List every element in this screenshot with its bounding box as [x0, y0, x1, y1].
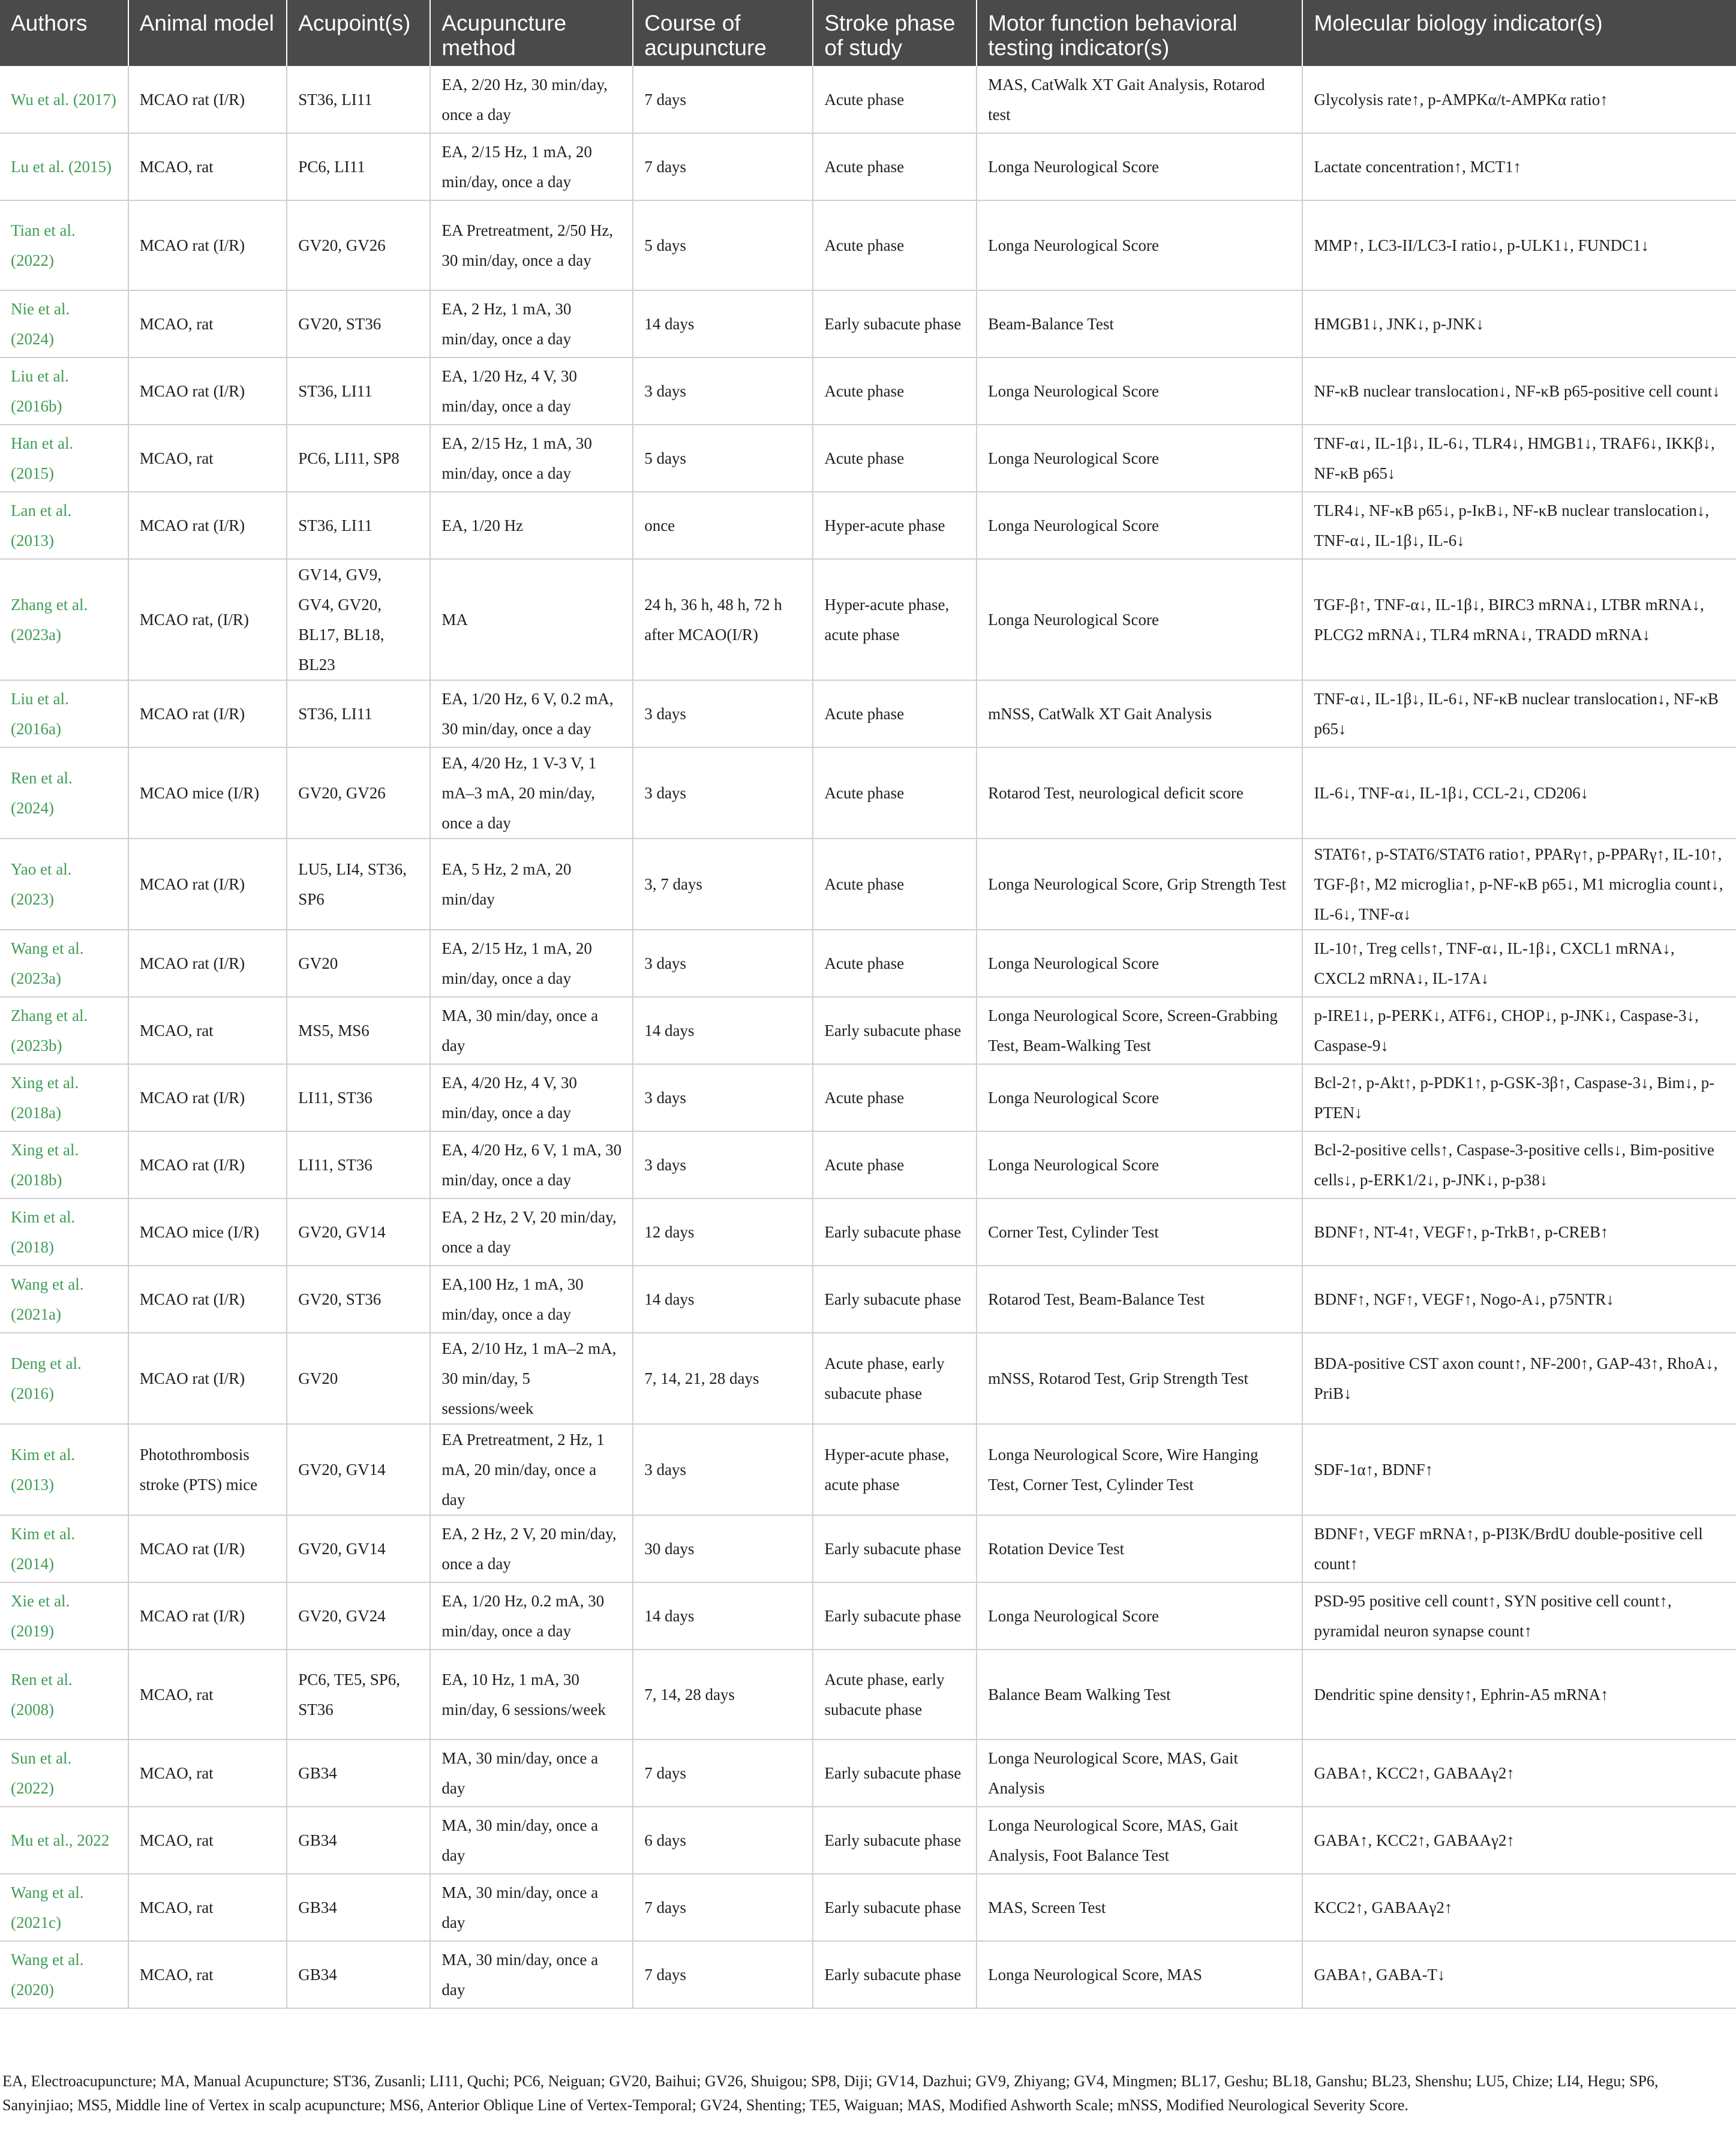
cell-author[interactable]: Xie et al. (2019) — [0, 1582, 128, 1650]
cell-course: 30 days — [633, 1515, 813, 1582]
cell-molecular-indicator: STAT6↑, p-STAT6/STAT6 ratio↑, PPARγ↑, p-PPARγ↑, IL-10↑, TGF-β↑, M2 microglia↑, p-NF-κB p65↓, M1 microglia count↓, IL-6↓, TNF-α↓ — [1302, 839, 1736, 930]
cell-acupoints: GB34 — [287, 1807, 430, 1874]
cell-author[interactable]: Liu et al. (2016b) — [0, 357, 128, 425]
cell-method: MA, 30 min/day, once a day — [430, 997, 633, 1064]
cell-acupoints: GV20, ST36 — [287, 290, 430, 357]
table-row — [0, 1131, 1736, 1198]
table-row — [0, 997, 1736, 1064]
cell-acupoints: LU5, LI4, ST36, SP6 — [287, 839, 430, 930]
header-authors: Authors — [0, 0, 128, 66]
cell-motor-indicator: mNSS, CatWalk XT Gait Analysis — [977, 680, 1302, 747]
cell-method: EA, 5 Hz, 2 mA, 20 min/day — [430, 839, 633, 930]
cell-molecular-indicator: Bcl-2↑, p-Akt↑, p-PDK1↑, p-GSK-3β↑, Caspase-3↓, Bim↓, p-PTEN↓ — [1302, 1064, 1736, 1131]
cell-acupoints: PC6, LI11, SP8 — [287, 425, 430, 492]
table-row — [0, 425, 1736, 492]
cell-motor-indicator: Longa Neurological Score, Grip Strength Test — [977, 839, 1302, 930]
header-course: Course of acupuncture — [633, 0, 813, 66]
cell-animal-model: MCAO rat (I/R) — [128, 839, 287, 930]
cell-molecular-indicator: BDNF↑, NT-4↑, VEGF↑, p-TrkB↑, p-CREB↑ — [1302, 1198, 1736, 1266]
cell-course: 14 days — [633, 290, 813, 357]
cell-method: EA, 4/20 Hz, 1 V-3 V, 1 mA–3 mA, 20 min/day, once a day — [430, 747, 633, 839]
cell-molecular-indicator: BDNF↑, NGF↑, VEGF↑, Nogo-A↓, p75NTR↓ — [1302, 1266, 1736, 1333]
table-row — [0, 747, 1736, 839]
cell-acupoints: PC6, TE5, SP6, ST36 — [287, 1650, 430, 1740]
cell-motor-indicator: Longa Neurological Score, Wire Hanging Test, Corner Test, Cylinder Test — [977, 1424, 1302, 1515]
cell-animal-model: MCAO, rat — [128, 1941, 287, 2008]
cell-author[interactable]: Wang et al. (2020) — [0, 1941, 128, 2008]
cell-animal-model: MCAO rat (I/R) — [128, 1131, 287, 1198]
cell-author[interactable]: Liu et al. (2016a) — [0, 680, 128, 747]
cell-phase: Early subacute phase — [813, 1582, 977, 1650]
cell-molecular-indicator: TNF-α↓, IL-1β↓, IL-6↓, NF-κB nuclear translocation↓, NF-κB p65↓ — [1302, 680, 1736, 747]
cell-animal-model: MCAO rat (I/R) — [128, 1515, 287, 1582]
header-molecular: Molecular biology indicator(s) — [1302, 0, 1736, 66]
cell-motor-indicator: Corner Test, Cylinder Test — [977, 1198, 1302, 1266]
cell-motor-indicator: Beam-Balance Test — [977, 290, 1302, 357]
cell-acupoints: LI11, ST36 — [287, 1131, 430, 1198]
cell-animal-model: MCAO rat, (I/R) — [128, 559, 287, 680]
table-row — [0, 357, 1736, 425]
cell-phase: Hyper-acute phase — [813, 492, 977, 559]
table-row — [0, 200, 1736, 290]
cell-molecular-indicator: SDF-1α↑, BDNF↑ — [1302, 1424, 1736, 1515]
cell-acupoints: PC6, LI11 — [287, 133, 430, 200]
cell-method: EA,100 Hz, 1 mA, 30 min/day, once a day — [430, 1266, 633, 1333]
cell-molecular-indicator: Dendritic spine density↑, Ephrin-A5 mRNA↑ — [1302, 1650, 1736, 1740]
cell-animal-model: MCAO, rat — [128, 1807, 287, 1874]
cell-phase: Acute phase, early subacute phase — [813, 1650, 977, 1740]
cell-phase: Acute phase — [813, 930, 977, 997]
table-row — [0, 1424, 1736, 1515]
cell-phase: Early subacute phase — [813, 1941, 977, 2008]
cell-author[interactable]: Zhang et al. (2023b) — [0, 997, 128, 1064]
cell-author[interactable]: Lu et al. (2015) — [0, 133, 128, 200]
cell-author[interactable]: Yao et al. (2023) — [0, 839, 128, 930]
cell-course: 3 days — [633, 357, 813, 425]
cell-acupoints: ST36, LI11 — [287, 492, 430, 559]
header-row — [0, 0, 1736, 66]
cell-motor-indicator: Rotarod Test, neurological deficit score — [977, 747, 1302, 839]
table-row — [0, 1266, 1736, 1333]
table-row — [0, 1333, 1736, 1424]
cell-motor-indicator: Longa Neurological Score, MAS, Gait Analysis, Foot Balance Test — [977, 1807, 1302, 1874]
cell-motor-indicator: Longa Neurological Score — [977, 425, 1302, 492]
cell-method: MA, 30 min/day, once a day — [430, 1740, 633, 1807]
cell-molecular-indicator: Glycolysis rate↑, p-AMPKα/t-AMPKα ratio↑ — [1302, 66, 1736, 133]
cell-motor-indicator: Longa Neurological Score — [977, 200, 1302, 290]
cell-animal-model: MCAO rat (I/R) — [128, 680, 287, 747]
cell-molecular-indicator: GABA↑, GABA-T↓ — [1302, 1941, 1736, 2008]
cell-course: 6 days — [633, 1807, 813, 1874]
table-body — [0, 66, 1736, 2008]
cell-course: 14 days — [633, 1266, 813, 1333]
cell-author[interactable]: Nie et al. (2024) — [0, 290, 128, 357]
cell-molecular-indicator: Bcl-2-positive cells↑, Caspase-3-positive cells↓, Bim-positive cells↓, p-ERK1/2↓, p-JNK↓, p-p38↓ — [1302, 1131, 1736, 1198]
cell-method: EA, 1/20 Hz, 4 V, 30 min/day, once a day — [430, 357, 633, 425]
cell-course: 7 days — [633, 1740, 813, 1807]
cell-course: 3, 7 days — [633, 839, 813, 930]
cell-animal-model: MCAO, rat — [128, 290, 287, 357]
cell-acupoints: GB34 — [287, 1941, 430, 2008]
cell-course: 14 days — [633, 1582, 813, 1650]
cell-acupoints: ST36, LI11 — [287, 680, 430, 747]
table-row — [0, 290, 1736, 357]
cell-course: 7, 14, 28 days — [633, 1650, 813, 1740]
cell-phase: Early subacute phase — [813, 1198, 977, 1266]
cell-course: 3 days — [633, 1064, 813, 1131]
cell-molecular-indicator: p-IRE1↓, p-PERK↓, ATF6↓, CHOP↓, p-JNK↓, Caspase-3↓, Caspase-9↓ — [1302, 997, 1736, 1064]
cell-method: EA, 4/20 Hz, 4 V, 30 min/day, once a day — [430, 1064, 633, 1131]
cell-course: 3 days — [633, 1131, 813, 1198]
table-row — [0, 133, 1736, 200]
cell-phase: Early subacute phase — [813, 1740, 977, 1807]
cell-author[interactable]: Wang et al. (2023a) — [0, 930, 128, 997]
cell-author[interactable]: Kim et al. (2013) — [0, 1424, 128, 1515]
cell-author[interactable]: Kim et al. (2014) — [0, 1515, 128, 1582]
cell-method: EA, 2/15 Hz, 1 mA, 20 min/day, once a day — [430, 133, 633, 200]
cell-acupoints: GV20 — [287, 930, 430, 997]
cell-method: EA, 1/20 Hz, 6 V, 0.2 mA, 30 min/day, once a day — [430, 680, 633, 747]
cell-motor-indicator: Longa Neurological Score — [977, 559, 1302, 680]
cell-acupoints: GV20, GV26 — [287, 200, 430, 290]
cell-course: 14 days — [633, 997, 813, 1064]
cell-course: 7, 14, 21, 28 days — [633, 1333, 813, 1424]
cell-course: 3 days — [633, 1424, 813, 1515]
cell-phase: Early subacute phase — [813, 1874, 977, 1941]
cell-method: EA, 1/20 Hz — [430, 492, 633, 559]
cell-method: EA, 2/15 Hz, 1 mA, 30 min/day, once a day — [430, 425, 633, 492]
cell-method: EA, 1/20 Hz, 0.2 mA, 30 min/day, once a day — [430, 1582, 633, 1650]
cell-motor-indicator: Longa Neurological Score, Screen-Grabbing Test, Beam-Walking Test — [977, 997, 1302, 1064]
cell-phase: Acute phase — [813, 747, 977, 839]
cell-animal-model: MCAO mice (I/R) — [128, 1198, 287, 1266]
table-row — [0, 680, 1736, 747]
cell-molecular-indicator: TGF-β↑, TNF-α↓, IL-1β↓, BIRC3 mRNA↓, LTBR mRNA↓, PLCG2 mRNA↓, TLR4 mRNA↓, TRADD mRNA↓ — [1302, 559, 1736, 680]
table-row — [0, 1515, 1736, 1582]
cell-molecular-indicator: MMP↑, LC3-II/LC3-I ratio↓, p-ULK1↓, FUNDC1↓ — [1302, 200, 1736, 290]
cell-course: 7 days — [633, 133, 813, 200]
cell-method: EA, 2 Hz, 1 mA, 30 min/day, once a day — [430, 290, 633, 357]
cell-phase: Acute phase — [813, 680, 977, 747]
cell-phase: Early subacute phase — [813, 997, 977, 1064]
cell-motor-indicator: Rotarod Test, Beam-Balance Test — [977, 1266, 1302, 1333]
cell-course: 5 days — [633, 200, 813, 290]
cell-animal-model: MCAO rat (I/R) — [128, 492, 287, 559]
cell-author[interactable]: Deng et al. (2016) — [0, 1333, 128, 1424]
cell-author[interactable]: Xing et al. (2018b) — [0, 1131, 128, 1198]
cell-phase: Acute phase — [813, 425, 977, 492]
header-animal-model: Animal model — [128, 0, 287, 66]
cell-phase: Acute phase — [813, 66, 977, 133]
cell-animal-model: MCAO mice (I/R) — [128, 747, 287, 839]
cell-acupoints: GV20, ST36 — [287, 1266, 430, 1333]
cell-phase: Early subacute phase — [813, 1515, 977, 1582]
cell-acupoints: ST36, LI11 — [287, 357, 430, 425]
cell-method: EA, 2 Hz, 2 V, 20 min/day, once a day — [430, 1198, 633, 1266]
cell-author[interactable]: Wang et al. (2021a) — [0, 1266, 128, 1333]
cell-method: MA, 30 min/day, once a day — [430, 1941, 633, 2008]
cell-acupoints: GV20, GV24 — [287, 1582, 430, 1650]
cell-course: 7 days — [633, 1941, 813, 2008]
cell-method: EA Pretreatment, 2 Hz, 1 mA, 20 min/day, once a day — [430, 1424, 633, 1515]
cell-animal-model: MCAO, rat — [128, 133, 287, 200]
cell-motor-indicator: Longa Neurological Score — [977, 492, 1302, 559]
cell-motor-indicator: Rotation Device Test — [977, 1515, 1302, 1582]
cell-course: 7 days — [633, 66, 813, 133]
cell-motor-indicator: Longa Neurological Score — [977, 930, 1302, 997]
cell-phase: Early subacute phase — [813, 1266, 977, 1333]
cell-method: EA, 4/20 Hz, 6 V, 1 mA, 30 min/day, once a day — [430, 1131, 633, 1198]
cell-author[interactable]: Tian et al. (2022) — [0, 200, 128, 290]
cell-method: EA, 10 Hz, 1 mA, 30 min/day, 6 sessions/week — [430, 1650, 633, 1740]
cell-author[interactable]: Wu et al. (2017) — [0, 66, 128, 133]
cell-method: EA, 2/15 Hz, 1 mA, 20 min/day, once a day — [430, 930, 633, 997]
header-stroke-phase: Stroke phase of study — [813, 0, 977, 66]
cell-motor-indicator: Longa Neurological Score, MAS — [977, 1941, 1302, 2008]
table-row — [0, 66, 1736, 133]
cell-animal-model: MCAO rat (I/R) — [128, 200, 287, 290]
header-acupoints: Acupoint(s) — [287, 0, 430, 66]
cell-method: EA Pretreatment, 2/50 Hz, 30 min/day, once a day — [430, 200, 633, 290]
table-row — [0, 839, 1736, 930]
cell-molecular-indicator: GABA↑, KCC2↑, GABAAγ2↑ — [1302, 1807, 1736, 1874]
cell-animal-model: MCAO, rat — [128, 1740, 287, 1807]
table-row — [0, 559, 1736, 680]
cell-method: EA, 2 Hz, 2 V, 20 min/day, once a day — [430, 1515, 633, 1582]
cell-animal-model: MCAO rat (I/R) — [128, 1582, 287, 1650]
cell-motor-indicator: Longa Neurological Score — [977, 1131, 1302, 1198]
cell-molecular-indicator: Lactate concentration↑, MCT1↑ — [1302, 133, 1736, 200]
cell-motor-indicator: Longa Neurological Score — [977, 1064, 1302, 1131]
cell-molecular-indicator: BDNF↑, VEGF mRNA↑, p-PI3K/BrdU double-positive cell count↑ — [1302, 1515, 1736, 1582]
cell-molecular-indicator: GABA↑, KCC2↑, GABAAγ2↑ — [1302, 1740, 1736, 1807]
cell-phase: Acute phase — [813, 200, 977, 290]
cell-acupoints: GV14, GV9, GV4, GV20, BL17, BL18, BL23 — [287, 559, 430, 680]
cell-animal-model: MCAO rat (I/R) — [128, 357, 287, 425]
cell-animal-model: Photothrombosis stroke (PTS) mice — [128, 1424, 287, 1515]
cell-motor-indicator: Longa Neurological Score — [977, 133, 1302, 200]
table-row — [0, 1650, 1736, 1740]
cell-method: MA, 30 min/day, once a day — [430, 1874, 633, 1941]
table-row — [0, 1740, 1736, 1807]
cell-animal-model: MCAO rat (I/R) — [128, 1333, 287, 1424]
cell-phase: Acute phase — [813, 133, 977, 200]
cell-course: 3 days — [633, 680, 813, 747]
table-row — [0, 492, 1736, 559]
cell-method: MA — [430, 559, 633, 680]
cell-acupoints: LI11, ST36 — [287, 1064, 430, 1131]
cell-acupoints: GV20, GV14 — [287, 1198, 430, 1266]
cell-method: EA, 2/10 Hz, 1 mA–2 mA, 30 min/day, 5 sessions/week — [430, 1333, 633, 1424]
cell-molecular-indicator: HMGB1↓, JNK↓, p-JNK↓ — [1302, 290, 1736, 357]
cell-acupoints: GV20, GV26 — [287, 747, 430, 839]
cell-author[interactable]: Wang et al. (2021c) — [0, 1874, 128, 1941]
cell-author[interactable]: Ren et al. (2024) — [0, 747, 128, 839]
table-row — [0, 1064, 1736, 1131]
cell-phase: Acute phase — [813, 1064, 977, 1131]
cell-molecular-indicator: PSD-95 positive cell count↑, SYN positive cell count↑, pyramidal neuron synapse count↑ — [1302, 1582, 1736, 1650]
cell-acupoints: MS5, MS6 — [287, 997, 430, 1064]
cell-phase: Acute phase — [813, 839, 977, 930]
cell-course: 3 days — [633, 747, 813, 839]
cell-phase: Early subacute phase — [813, 290, 977, 357]
cell-acupoints: ST36, LI11 — [287, 66, 430, 133]
cell-acupoints: GV20, GV14 — [287, 1515, 430, 1582]
cell-motor-indicator: MAS, CatWalk XT Gait Analysis, Rotarod test — [977, 66, 1302, 133]
cell-course: 12 days — [633, 1198, 813, 1266]
cell-method: EA, 2/20 Hz, 30 min/day, once a day — [430, 66, 633, 133]
cell-author[interactable]: Han et al. (2015) — [0, 425, 128, 492]
cell-motor-indicator: MAS, Screen Test — [977, 1874, 1302, 1941]
cell-author[interactable]: Xing et al. (2018a) — [0, 1064, 128, 1131]
cell-molecular-indicator: IL-6↓, TNF-α↓, IL-1β↓, CCL-2↓, CD206↓ — [1302, 747, 1736, 839]
cell-course: once — [633, 492, 813, 559]
cell-molecular-indicator: KCC2↑, GABAAγ2↑ — [1302, 1874, 1736, 1941]
cell-animal-model: MCAO, rat — [128, 425, 287, 492]
cell-author[interactable]: Ren et al. (2008) — [0, 1650, 128, 1740]
cell-phase: Hyper-acute phase, acute phase — [813, 1424, 977, 1515]
table-row — [0, 1807, 1736, 1874]
cell-acupoints: GB34 — [287, 1740, 430, 1807]
table-row — [0, 1941, 1736, 2008]
cell-acupoints: GB34 — [287, 1874, 430, 1941]
table-footnote: EA, Electroacupuncture; MA, Manual Acupuncture; ST36, Zusanli; LI11, Quchi; PC6, Neiguan; GV20, Baihui; GV26, Shuigou; SP8, Diji; GV14, Dazhui; GV9, Zhiyang; GV4, Mingmen; BL17, Geshu; BL18, Ganshu; BL23, Shenshu; LU5, Chize; LI4, Hegu; SP6, Sanyinjiao; MS5, Middle line of Vertex in scalp acupuncture; MS6, Anterior Oblique Line of Vertex-Temporal; GV24, Shenting; TE5, Waiguan; MAS, Modified Ashworth Scale; mNSS, Modified Neurological Severity Score. — [2, 2072, 1659, 2114]
header-acupuncture-method: Acupuncture method — [430, 0, 633, 66]
cell-phase: Acute phase — [813, 1131, 977, 1198]
cell-phase: Acute phase — [813, 357, 977, 425]
cell-author[interactable]: Mu et al., 2022 — [0, 1807, 128, 1874]
table-row — [0, 1582, 1736, 1650]
cell-acupoints: GV20 — [287, 1333, 430, 1424]
cell-molecular-indicator: BDA-positive CST axon count↑, NF-200↑, GAP-43↑, RhoA↓, PriB↓ — [1302, 1333, 1736, 1424]
table-row — [0, 1198, 1736, 1266]
cell-author[interactable]: Kim et al. (2018) — [0, 1198, 128, 1266]
cell-molecular-indicator: TLR4↓, NF-κB p65↓, p-IκB↓, NF-κB nuclear translocation↓, TNF-α↓, IL-1β↓, IL-6↓ — [1302, 492, 1736, 559]
cell-animal-model: MCAO rat (I/R) — [128, 66, 287, 133]
cell-motor-indicator: mNSS, Rotarod Test, Grip Strength Test — [977, 1333, 1302, 1424]
cell-molecular-indicator: IL-10↑, Treg cells↑, TNF-α↓, IL-1β↓, CXCL1 mRNA↓, CXCL2 mRNA↓, IL-17A↓ — [1302, 930, 1736, 997]
cell-author[interactable]: Zhang et al. (2023a) — [0, 559, 128, 680]
cell-animal-model: MCAO, rat — [128, 997, 287, 1064]
cell-acupoints: GV20, GV14 — [287, 1424, 430, 1515]
header-motor-function: Motor function behavioral testing indicator(s) — [977, 0, 1302, 66]
cell-method: MA, 30 min/day, once a day — [430, 1807, 633, 1874]
table-row — [0, 930, 1736, 997]
cell-molecular-indicator: NF-κB nuclear translocation↓, NF-κB p65-positive cell count↓ — [1302, 357, 1736, 425]
cell-animal-model: MCAO, rat — [128, 1874, 287, 1941]
cell-course: 5 days — [633, 425, 813, 492]
cell-motor-indicator: Longa Neurological Score — [977, 1582, 1302, 1650]
table-row — [0, 1874, 1736, 1941]
cell-course: 7 days — [633, 1874, 813, 1941]
cell-animal-model: MCAO rat (I/R) — [128, 1266, 287, 1333]
cell-course: 3 days — [633, 930, 813, 997]
cell-animal-model: MCAO, rat — [128, 1650, 287, 1740]
cell-motor-indicator: Longa Neurological Score, MAS, Gait Analysis — [977, 1740, 1302, 1807]
cell-animal-model: MCAO rat (I/R) — [128, 1064, 287, 1131]
cell-animal-model: MCAO rat (I/R) — [128, 930, 287, 997]
cell-motor-indicator: Longa Neurological Score — [977, 357, 1302, 425]
cell-phase: Acute phase, early subacute phase — [813, 1333, 977, 1424]
cell-author[interactable]: Lan et al. (2013) — [0, 492, 128, 559]
cell-course: 24 h, 36 h, 48 h, 72 h after MCAO(I/R) — [633, 559, 813, 680]
cell-author[interactable]: Sun et al. (2022) — [0, 1740, 128, 1807]
cell-phase: Hyper-acute phase, acute phase — [813, 559, 977, 680]
cell-phase: Early subacute phase — [813, 1807, 977, 1874]
cell-molecular-indicator: TNF-α↓, IL-1β↓, IL-6↓, TLR4↓, HMGB1↓, TRAF6↓, IKKβ↓, NF-κB p65↓ — [1302, 425, 1736, 492]
cell-motor-indicator: Balance Beam Walking Test — [977, 1650, 1302, 1740]
